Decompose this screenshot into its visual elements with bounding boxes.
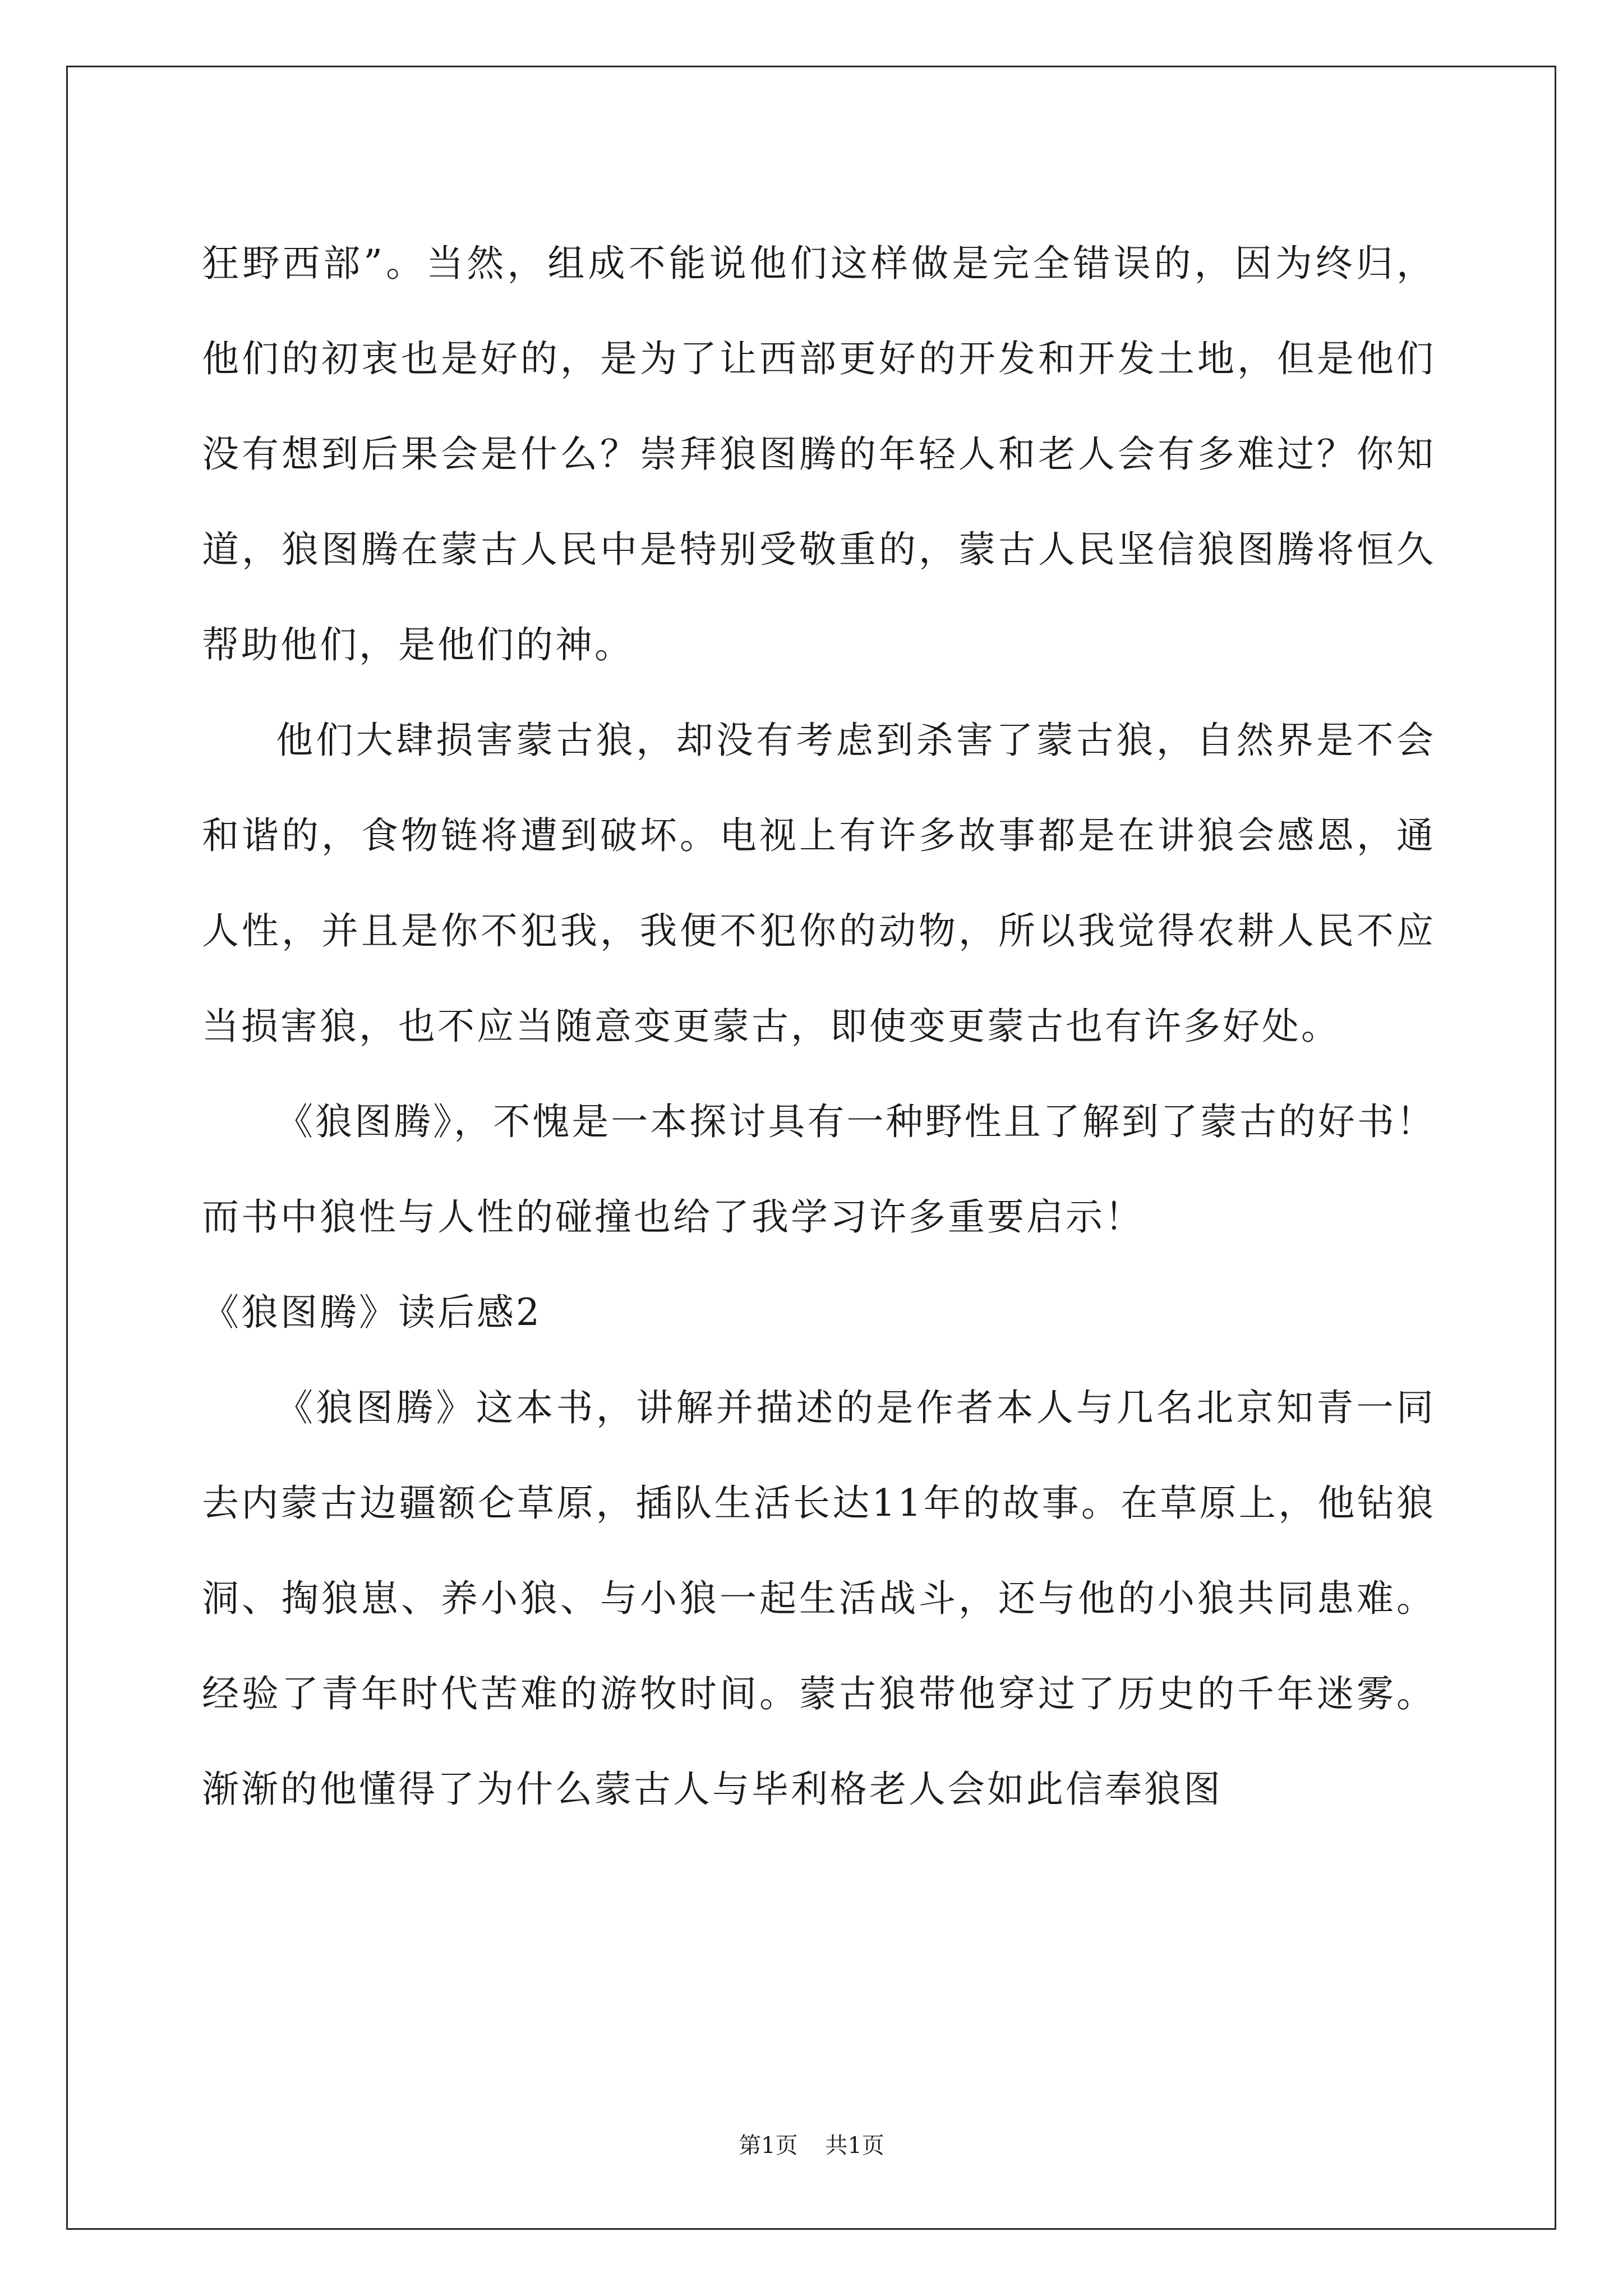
paragraph: 《狼图腾》这本书，讲解并描述的是作者本人与几名北京知青一同去内蒙古边疆额仑草原，插队生活长达11年的故事。在草原上，他钻狼洞、掏狼崽、养小狼、与小狼一起生活战斗，还与他的小狼共同患难。经验了青年时代苦难的游牧时间。蒙古狼带他穿过了历史的千年迷雾。渐渐的他懂得了为什么蒙古人与毕利格老人会如此信奉狼图	[202, 1386, 1436, 1811]
document-body	[202, 216, 1436, 1837]
page-total: 共1页	[825, 2133, 884, 2159]
page-number: 第1页	[739, 2133, 798, 2159]
page-footer	[0, 2129, 1623, 2162]
section-heading: 《狼图腾》读后感2	[202, 1291, 542, 1334]
paragraph-continued: 狂野西部”。当然，组成不能说他们这样做是完全错误的，因为终归，他们的初衷也是好的，是为了让西部更好的开发和开发土地，但是他们没有想到后果会是什么？崇拜狼图腾的年轻人和老人会有多难过？你知道，狼图腾在蒙古人民中是特别受敬重的，蒙古人民坚信狼图腾将恒久帮助他们，是他们的神。	[202, 242, 1436, 666]
paragraph: 他们大肆损害蒙古狼，却没有考虑到杀害了蒙古狼，自然界是不会和谐的，食物链将遭到破坏。电视上有许多故事都是在讲狼会感恩，通人性，并且是你不犯我，我便不犯你的动物，所以我觉得农耕人民不应当损害狼，也不应当随意变更蒙古，即使变更蒙古也有许多好处。	[202, 719, 1436, 1048]
paragraph: 《狼图腾》，不愧是一本探讨具有一种野性且了解到了蒙古的好书！而书中狼性与人性的碰撞也给了我学习许多重要启示！	[202, 1100, 1436, 1239]
